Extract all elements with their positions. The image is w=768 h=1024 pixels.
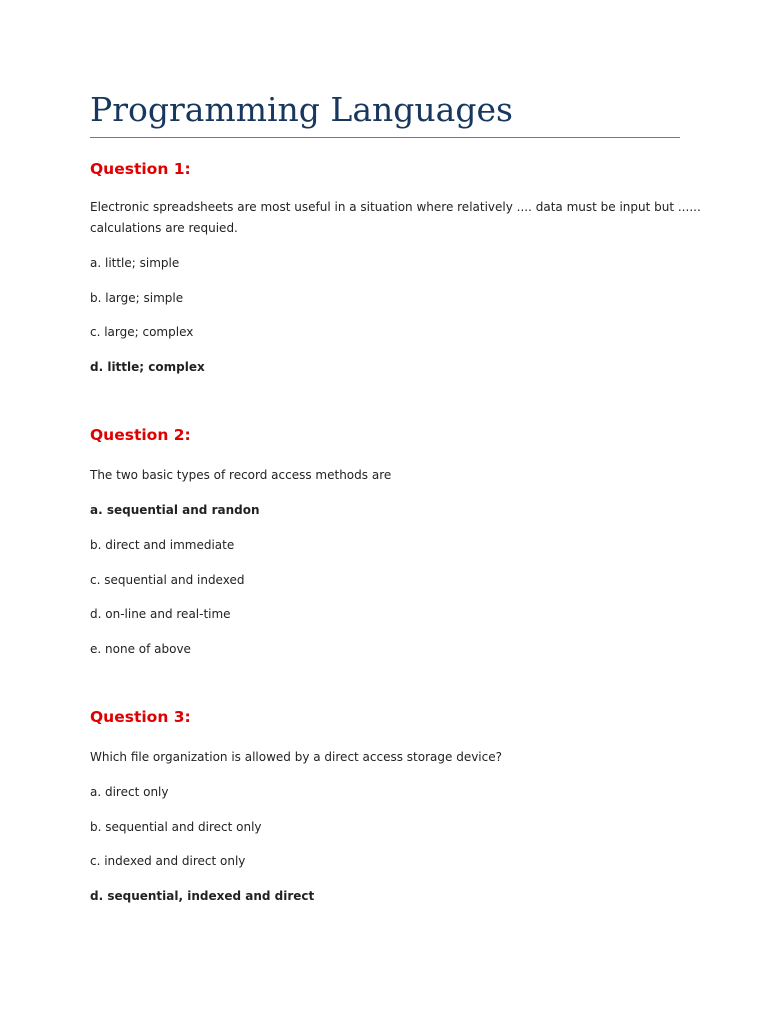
answer-option-c: c. large; complex [90, 325, 194, 339]
answer-option-b: b. large; simple [90, 291, 184, 305]
answer-option-c: c. indexed and direct only [90, 854, 246, 868]
question-text-line: The two basic types of record access methods are [90, 468, 392, 482]
answer-option-e: e. none of above [90, 642, 191, 656]
question-text-line: Which file organization is allowed by a direct access storage device? [90, 750, 502, 764]
question-text-line: calculations are requied. [90, 221, 238, 235]
answer-option-a: a. little; simple [90, 256, 180, 270]
question-heading: Question 2: [90, 426, 191, 444]
answer-option-b: b. direct and immediate [90, 538, 235, 552]
answer-option-b: b. sequential and direct only [90, 820, 262, 834]
answer-option-a: a. direct only [90, 785, 169, 799]
answer-option-d-correct: d. little; complex [90, 360, 205, 374]
question-text-line: Electronic spreadsheets are most useful in a situation where relatively .... data must be input but ...... [90, 200, 701, 214]
answer-option-c: c. sequential and indexed [90, 573, 245, 587]
page-title: Programming Languages [90, 90, 513, 129]
question-heading: Question 1: [90, 160, 191, 178]
answer-option-d-correct: d. sequential, indexed and direct [90, 889, 315, 903]
question-heading: Question 3: [90, 708, 191, 726]
answer-option-a-correct: a. sequential and randon [90, 503, 260, 517]
answer-option-d: d. on-line and real-time [90, 607, 231, 621]
title-underline [90, 137, 680, 138]
